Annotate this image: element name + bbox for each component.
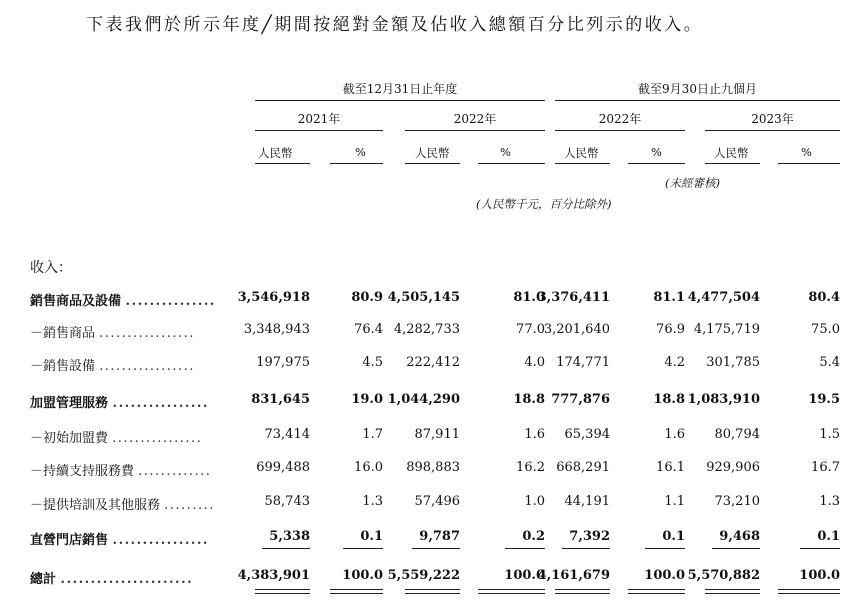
cell-amount: 4,282,733 [393,322,460,337]
subtotal-rule [800,548,840,549]
col-header-rmb: 人民幣 [415,146,450,160]
cell-percent: 81.1 [653,290,685,305]
cell-amount: 777,876 [551,392,610,407]
cell-amount: 4,161,679 [537,568,610,583]
year-header-rule [555,130,685,131]
cell-amount: 929,906 [706,460,760,475]
cell-amount: 174,771 [556,355,610,370]
group-header-year-rule [255,100,545,101]
cell-amount: 73,414 [264,427,310,442]
row-label-support-fee: －持續支持服務費 ............. [30,464,212,479]
row-label-franchise-services: 加盟管理服務 ................ [30,396,209,411]
cell-percent: 100.0 [799,568,840,583]
cell-percent: 1.7 [362,427,383,442]
subtotal-rule [412,548,460,549]
row-label-direct-stores: 直營門店銷售 ................ [30,533,209,548]
cell-percent: 1.6 [664,427,685,442]
total-double-rule [705,589,760,594]
total-double-rule [405,589,460,594]
cell-percent: 4.5 [362,355,383,370]
cell-percent: 16.2 [516,460,545,475]
row-label-equipment: －銷售設備 ................. [30,359,195,374]
cell-amount: 73,210 [714,494,760,509]
cell-percent: 4.2 [664,355,685,370]
cell-amount: 831,645 [251,392,310,407]
subtotal-rule [343,548,383,549]
cell-percent: 16.1 [656,460,685,475]
cell-percent: 1.1 [664,494,685,509]
col-header-pct: % [801,145,812,159]
cell-amount: 898,883 [406,460,460,475]
total-double-rule [778,589,840,594]
cell-percent: 4.0 [524,355,545,370]
total-double-rule [330,589,383,594]
cell-amount: 7,392 [569,529,610,544]
cell-percent: 80.9 [351,290,383,305]
cell-percent: 75.0 [811,322,840,337]
cell-percent: 80.4 [808,290,840,305]
subtotal-rule [562,548,610,549]
cell-percent: 5.4 [819,355,840,370]
unaudited-note: (未經審核) [665,176,720,190]
row-label-goods: －銷售商品 ................. [30,326,195,341]
cell-percent: 18.8 [653,392,685,407]
col-header-rule [705,163,760,164]
year-header-rule [705,130,840,131]
cell-amount: 5,570,882 [687,568,760,583]
cell-amount: 5,559,222 [387,568,460,583]
cell-amount: 1,083,910 [687,392,760,407]
cell-amount: 80,794 [714,427,760,442]
cell-amount: 5,338 [269,529,310,544]
cell-amount: 3,201,640 [543,322,610,337]
cell-amount: 699,488 [256,460,310,475]
group-header-nine-months: 截至9月30日止九個月 [638,82,757,96]
row-label-training: －提供培訓及其他服務 ......... [30,498,215,513]
cell-percent: 1.6 [524,427,545,442]
cell-amount: 4,505,145 [387,290,460,305]
cell-percent: 81.0 [513,290,545,305]
year-header-rule [405,130,545,131]
cell-percent: 19.5 [808,392,840,407]
cell-amount: 9,787 [419,529,460,544]
subtotal-rule [712,548,760,549]
cell-amount: 1,044,290 [387,392,460,407]
group-header-year: 截至12月31日止年度 [342,82,458,96]
col-header-pct: % [355,145,366,159]
total-double-rule [555,589,610,594]
cell-percent: 1.5 [819,427,840,442]
cell-amount: 3,546,918 [237,290,310,305]
cell-percent: 0.1 [817,529,840,544]
cell-percent: 100.0 [504,568,545,583]
year-header: 2023年 [751,112,794,126]
cell-amount: 197,975 [256,355,310,370]
col-header-rule [330,163,383,164]
row-label-goods-equipment: 銷售商品及設備 ............... [30,294,216,309]
col-header-rule [628,163,685,164]
col-header-rule [255,163,310,164]
col-header-rule [478,163,545,164]
cell-percent: 19.0 [351,392,383,407]
cell-percent: 1.3 [362,494,383,509]
cell-percent: 100.0 [342,568,383,583]
cell-amount: 57,496 [414,494,460,509]
total-double-rule [628,589,685,594]
cell-amount: 222,412 [406,355,460,370]
cell-percent: 0.1 [662,529,685,544]
year-header: 2022年 [598,112,642,126]
unit-note: (人民幣千元，百分比除外) [476,197,612,211]
total-double-rule [255,589,310,594]
year-header-rule [255,130,383,131]
total-double-rule [478,589,545,594]
row-label-initial-fee: －初始加盟費 ................ [30,431,203,446]
cell-percent: 1.0 [524,494,545,509]
col-header-rule [778,163,840,164]
cell-amount: 4,175,719 [693,322,760,337]
col-header-rmb: 人民幣 [564,146,599,160]
cell-percent: 18.8 [513,392,545,407]
cell-percent: 1.3 [819,494,840,509]
row-label-total: 總計 ...................... [30,572,194,587]
col-header-rule [405,163,460,164]
subtotal-rule [505,548,545,549]
cell-percent: 0.1 [360,529,383,544]
cell-percent: 0.2 [522,529,545,544]
cell-amount: 65,394 [564,427,610,442]
col-header-pct: % [500,145,511,159]
intro-text: 下表我們於所示年度╱期間按絕對金額及佔收入總額百分比列示的收入。 [86,15,704,35]
col-header-rule [555,163,610,164]
cell-percent: 76.9 [656,322,685,337]
cell-amount: 668,291 [556,460,610,475]
cell-percent: 77.0 [516,322,545,337]
cell-amount: 4,477,504 [687,290,760,305]
cell-amount: 9,468 [719,529,760,544]
cell-percent: 16.7 [811,460,840,475]
subtotal-rule [645,548,685,549]
cell-amount: 301,785 [706,355,760,370]
cell-percent: 16.0 [354,460,383,475]
cell-amount: 3,376,411 [537,290,610,305]
cell-percent: 100.0 [644,568,685,583]
year-header: 2021年 [297,112,341,126]
group-header-nine-months-rule [555,100,840,101]
col-header-pct: % [651,145,662,159]
cell-amount: 44,191 [564,494,610,509]
cell-amount: 87,911 [414,427,460,442]
cell-percent: 76.4 [354,322,383,337]
cell-amount: 4,383,901 [237,568,310,583]
col-header-rmb: 人民幣 [258,146,293,160]
col-header-rmb: 人民幣 [714,146,749,160]
cell-amount: 3,348,943 [243,322,310,337]
year-header: 2022年 [453,112,497,126]
section-label-revenue: 收入： [30,260,72,276]
cell-amount: 58,743 [264,494,310,509]
subtotal-rule [262,548,310,549]
